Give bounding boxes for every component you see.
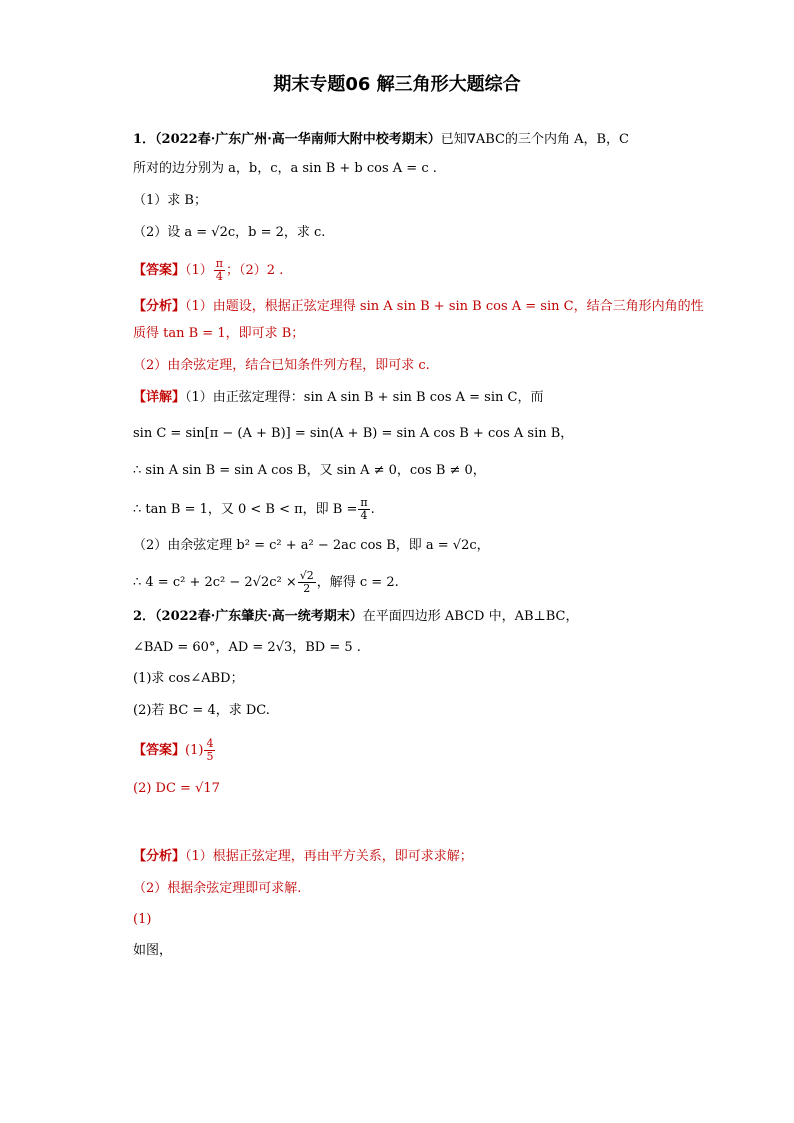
q2-figure-intro: 如图， — [133, 943, 173, 958]
q2-source: （2022春·广东肇庆·高一统考期末） — [155, 609, 363, 624]
q2-part2: (2)若 BC = 4，求 DC. — [133, 703, 270, 718]
q1-detail-line3: ∴ sin A sin B = sin A cos B，又 sin A ≠ 0，cos B ≠ 0， — [133, 463, 486, 478]
q1-source: （2022春·广东广州·高一华南师大附中校考期末） — [155, 132, 441, 147]
q1-detail6-fraction — [298, 570, 316, 595]
q2-stem-line2: ∠BAD = 60°，AD = 2√3，BD = 5 . — [133, 640, 361, 655]
q1-part1: （1）求 B； — [133, 193, 207, 208]
q1-detail-fraction — [358, 497, 369, 522]
q1-detail-line4 — [133, 497, 375, 522]
q1-answer-part1: （1） — [185, 263, 213, 278]
q1-detail-text4: ∴ tan B = 1，又 0 < B < π，即 B = — [133, 502, 358, 517]
q1-part2: （2）设 a = √2c，b = 2，求 c. — [133, 225, 326, 240]
q1-detail-text6-end: ，解得 c = 2. — [316, 575, 399, 590]
q1-stem-line1 — [133, 131, 629, 149]
q1-answer-fraction-den: 4 — [215, 270, 223, 283]
q2-answer-part1: (1) — [185, 743, 204, 758]
q1-detail-text1: （1）由正弦定理得：sin A sin B + sin B cos A = sin C，而 — [185, 390, 544, 405]
q2-answer-fraction-den: 5 — [206, 750, 214, 763]
q2-answer-line1 — [133, 738, 216, 763]
q1-analysis-tag: 【分析】 — [133, 299, 186, 314]
q1-answer-part2: ；（2）2 . — [226, 263, 284, 278]
q1-analysis-line3: （2）由余弦定理，结合已知条件列方程，即可求 c. — [133, 358, 430, 373]
q1-detail-fraction-num: π — [360, 496, 368, 509]
q2-part1: (1)求 cos∠ABD； — [133, 671, 244, 686]
q2-number: 2． — [133, 609, 156, 624]
q1-detail-text6: ∴ 4 = c² + 2c² − 2√2c² × — [133, 575, 297, 590]
q1-detail-text4-end: . — [370, 502, 375, 517]
q2-answer-fraction-num: 4 — [206, 737, 214, 750]
q1-analysis-line1 — [133, 298, 704, 316]
page-title: 期末专题06 解三角形大题综合 — [273, 74, 521, 95]
q1-number: 1． — [133, 132, 156, 147]
q2-analysis-text1: （1）根据正弦定理，再由平方关系，即可求求解； — [185, 849, 473, 864]
q2-answer-tag: 【答案】 — [133, 743, 186, 758]
q1-detail-line6 — [133, 570, 399, 595]
q1-detail-line2: sin C = sin[π − (A + B)] = sin(A + B) = sin A cos B + cos A sin B， — [133, 426, 574, 441]
q1-detail-tag: 【详解】 — [133, 390, 186, 405]
q2-stem-line1 — [133, 608, 579, 626]
q1-answer-tag: 【答案】 — [133, 263, 186, 278]
q1-stem-line2: 所对的边分别为 a，b，c，a sin B + b cos A = c . — [133, 161, 437, 176]
q2-analysis-line1 — [133, 848, 473, 866]
q1-stem-text1: 已知∇ABC的三个内角 A，B，C — [440, 132, 630, 147]
q1-analysis-text1: （1）由题设，根据正弦定理得 sin A sin B + sin B cos A = sin C，结合三角形内角的性 — [185, 299, 704, 314]
q2-answer-fraction — [204, 738, 215, 763]
q1-answer — [133, 258, 283, 283]
q1-answer-fraction-num: π — [215, 257, 224, 270]
q1-detail-line1 — [133, 389, 543, 407]
q1-detail-line5: （2）由余弦定理 b² = c² + a² − 2ac cos B，即 a = √2c， — [133, 538, 490, 553]
q1-analysis-line2: 质得 tan B = 1，即可求 B； — [133, 326, 305, 341]
q2-answer-line2: (2) DC = √17 — [133, 781, 220, 796]
q2-analysis-line2: （2）根据余弦定理即可求解. — [133, 881, 302, 896]
q2-subpart-label: (1) — [133, 912, 152, 927]
q2-analysis-tag: 【分析】 — [133, 849, 186, 864]
q1-detail-fraction-den: 4 — [360, 509, 368, 522]
q1-detail6-fraction-num: √2 — [299, 569, 314, 582]
q2-stem-text1: 在平面四边形 ABCD 中，AB⊥BC， — [362, 609, 579, 624]
q1-answer-fraction — [214, 258, 225, 283]
q1-detail6-fraction-den: 2 — [303, 582, 311, 595]
